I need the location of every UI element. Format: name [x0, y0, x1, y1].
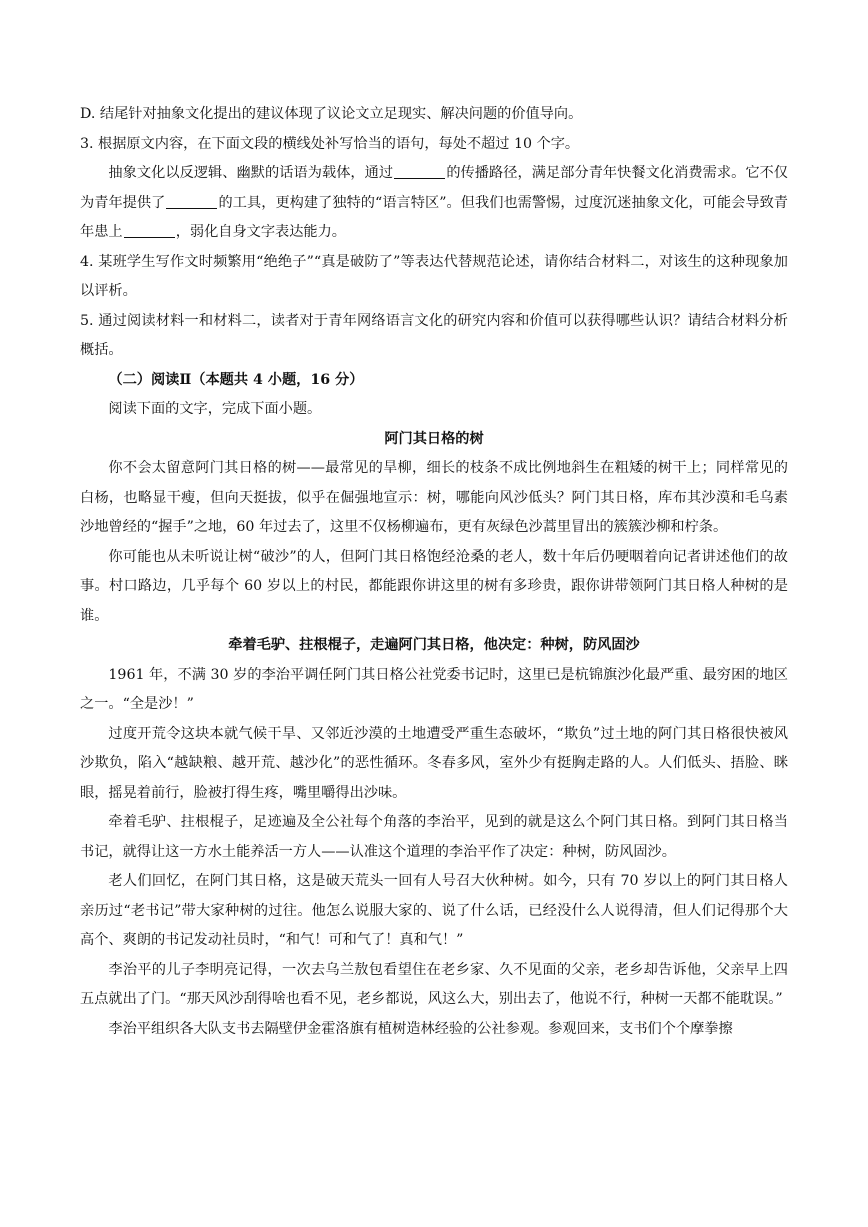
article-title: 阿门其日格的树: [384, 430, 484, 447]
article-paragraph: 过度开荒令这块本就气候干旱、又邻近沙漠的土地遭受严重生态破坏，“欺负”过土地的阿门其日格很快被风沙欺负，陷入“越缺粮、越开荒、越沙化”的恶性循环。冬春多风，室外少有挺胸走路的人。人们低头、捂脸、眯眼，摇晃着前行，脸被打得生疼，嘴里嚼得出沙味。: [80, 725, 788, 801]
passage-text-4: ，弱化自身文字表达能力。: [175, 224, 346, 240]
question-5: 5. 通过阅读材料一和材料二，读者对于青年网络语言文化的研究内容和价值可以获得哪些认识？请结合材料分析概括。: [80, 312, 788, 358]
question-3-passage: [80, 159, 788, 248]
article-paragraph: 1961 年，不满 30 岁的李治平调任阿门其日格公社党委书记时，这里已是杭锦旗沙化最严重、最穷困的地区之一。“全是沙！”: [80, 666, 788, 712]
article-paragraph: 牵着毛驴、拄根棍子，足迹遍及全公社每个角落的李治平，见到的就是这么个阿门其日格。到阿门其日格当书记，就得让这一方水土能养活一方人——认准这个道理的李治平作了决定：种树，防风固沙。: [80, 814, 788, 860]
question-3: 3. 根据原文内容，在下面文段的横线处补写恰当的语句，每处不超过 10 个字。: [80, 135, 580, 152]
article-subheading: 牵着毛驴、拄根棍子，走遍阿门其日格，他决定：种树，防风固沙: [228, 637, 640, 653]
article-paragraph: 李治平组织各大队支书去隔壁伊金霍洛旗有植树造林经验的公社参观。参观回来，支书们个个摩拳擦: [108, 1020, 733, 1037]
article-paragraph: 老人们回忆，在阿门其日格，这是破天荒头一回有人号召大伙种树。如今，只有 70 岁以上的阿门其日格人亲历过“老书记”带大家种树的过往。他怎么说服大家的、说了什么话，已经没什么人说得清，但人们记得那个大高个、爽朗的书记发动社员时，“和气！可和气了！真和气！”: [80, 873, 788, 948]
article-paragraph: 你不会太留意阿门其日格的树——最常见的旱柳，细长的枝条不成比例地斜生在粗矮的树干上；同样常见的白杨，也略显干瘦，但向天挺拔，似乎在倔强地宣示：树，哪能向风沙低头？阿门其日格，库布其沙漠和毛乌素沙地曾经的“握手”之地，60 年过去了，这里不仅杨柳遍布，更有灰绿色沙蒿里冒出的簇簇沙柳和柠条。: [80, 460, 788, 535]
question-4: 4. 某班学生写作文时频繁用“绝绝子”“真是破防了”等表达代替规范论述，请你结合材料二，对该生的这种现象加以评析。: [80, 253, 788, 299]
fill-blank-3: [124, 223, 175, 238]
fill-blank-1: [394, 164, 445, 179]
fill-blank-2: [166, 193, 217, 208]
passage-text-2: 的传播路径，满足部分青年快餐文化消费需求。它不仅为青年提供了: [80, 165, 788, 211]
article-paragraph: 你可能也从未听说让树“破沙”的人，但阿门其日格饱经沧桑的老人，数十年后仍哽咽着向记者讲述他们的故事。村口路边，几乎每个 60 岁以上的村民，都能跟你讲这里的树有多珍贵，跟你讲带领阿门其日格人种树的是谁。: [80, 548, 788, 624]
passage-text-3: 的工具，更构建了独特的“语言特区”。但我们也需警惕，过度沉迷抽象文化，可能会导致青年患上: [80, 194, 788, 240]
question-option-d: D. 结尾针对抽象文化提出的建议体现了议论文立足现实、解决问题的价值导向。: [80, 106, 583, 122]
article-paragraph: 李治平的儿子李明亮记得，一次去乌兰敖包看望住在老乡家、久不见面的父亲，老乡却告诉他，父亲早上四五点就出了门。“那天风沙刮得啥也看不见，老乡都说，风这么大，别出去了，他说不行，种树一天都不能耽误。”: [80, 961, 788, 1007]
section-2-heading: （二）阅读Ⅱ（本题共 4 小题，16 分）: [108, 371, 364, 388]
passage-text-1: 抽象文化以反逻辑、幽默的话语为载体，通过: [108, 165, 394, 181]
document-content: [80, 100, 788, 1044]
section-2-instruction: 阅读下面的文字，完成下面小题。: [108, 401, 322, 417]
